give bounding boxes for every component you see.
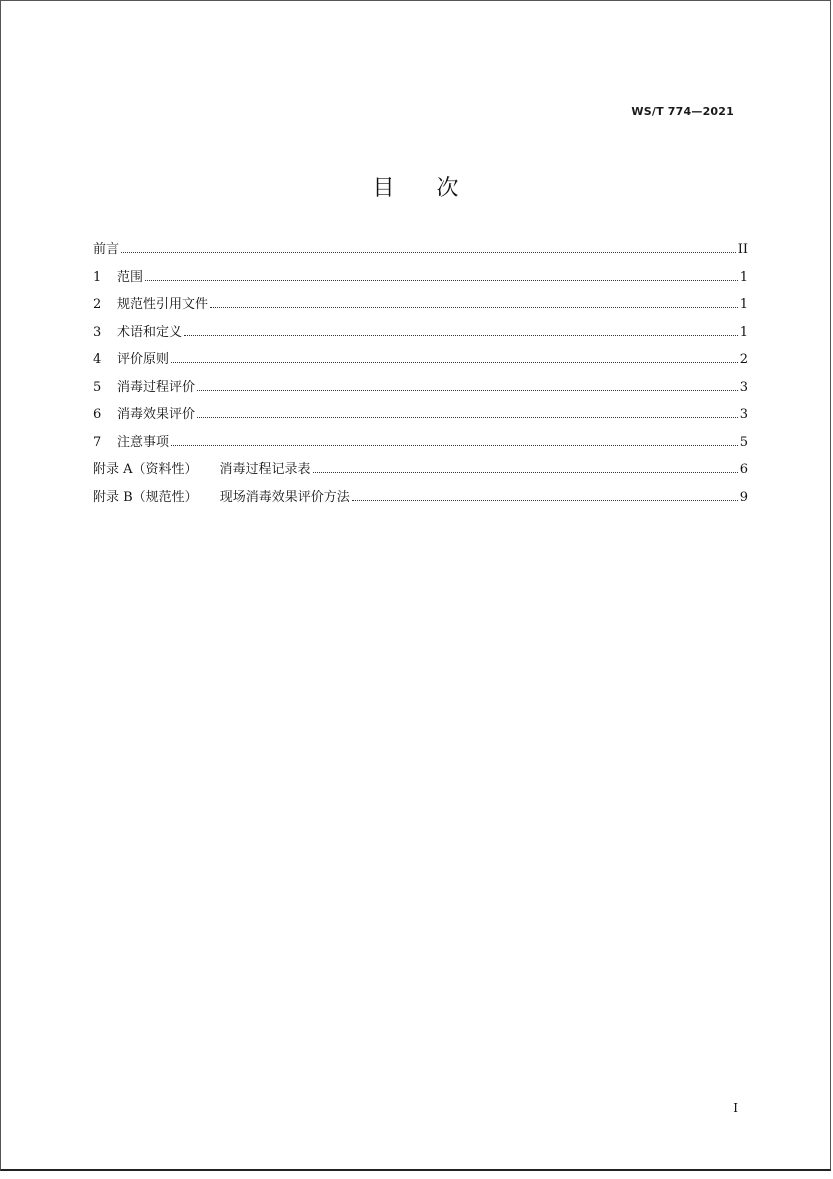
table-of-contents <box>93 238 748 513</box>
toc-entry-label: 消毒效果评价 <box>117 407 196 422</box>
toc-entry-precautions[interactable] <box>93 431 748 459</box>
toc-entry-normative-references[interactable] <box>93 293 748 321</box>
toc-entry-sublabel: 消毒过程记录表 <box>219 462 311 477</box>
toc-entry-number: 2 <box>93 297 102 312</box>
toc-entry-label: 评价原则 <box>117 352 170 367</box>
toc-leader-dots <box>197 389 738 391</box>
toc-entry-page: 6 <box>739 462 748 477</box>
toc-entry-label: 消毒过程评价 <box>117 379 196 395</box>
toc-entry-label: 附录 B（规范性） <box>93 489 198 505</box>
toc-entry-effect-evaluation[interactable] <box>93 403 748 431</box>
toc-entry-page: 3 <box>739 407 748 422</box>
toc-entry-foreword[interactable] <box>93 238 748 266</box>
toc-entry-page: 3 <box>739 379 748 395</box>
toc-entry-page: 1 <box>739 324 748 340</box>
toc-leader-dots <box>197 416 738 418</box>
toc-leader-dots <box>171 361 738 363</box>
toc-entry-label: 前言 <box>93 242 120 257</box>
toc-entry-number: 1 <box>93 269 102 285</box>
toc-entry-sublabel: 现场消毒效果评价方法 <box>219 489 350 505</box>
toc-entry-page: 9 <box>739 489 748 505</box>
toc-entry-label: 注意事项 <box>117 434 170 450</box>
toc-entry-label: 范围 <box>117 269 144 285</box>
toc-leader-dots <box>352 499 738 501</box>
toc-entry-number: 4 <box>93 352 102 367</box>
toc-entry-scope[interactable] <box>93 266 748 294</box>
toc-entry-page: 1 <box>739 297 748 312</box>
toc-leader-dots <box>313 471 738 473</box>
toc-leader-dots <box>210 306 738 308</box>
toc-entry-page: 5 <box>739 434 748 450</box>
document-code: WS/T 774—2021 <box>631 105 734 118</box>
toc-entry-page: II <box>737 242 748 257</box>
toc-leader-dots <box>184 334 738 336</box>
toc-entry-page: 1 <box>739 269 748 285</box>
toc-entry-page: 2 <box>739 352 748 367</box>
toc-entry-appendix-a[interactable] <box>93 458 748 486</box>
toc-entry-number: 3 <box>93 324 102 340</box>
toc-entry-label: 规范性引用文件 <box>117 297 209 312</box>
toc-entry-number: 7 <box>93 434 102 450</box>
toc-entry-label: 附录 A（资料性） <box>93 462 198 477</box>
toc-entry-evaluation-principles[interactable] <box>93 348 748 376</box>
toc-leader-dots <box>121 251 736 253</box>
toc-entry-terms-definitions[interactable] <box>93 321 748 349</box>
page-title: 目次 <box>372 176 501 201</box>
toc-entry-process-evaluation[interactable] <box>93 376 748 404</box>
toc-entry-number: 6 <box>93 407 102 422</box>
toc-entry-appendix-b[interactable] <box>93 486 748 514</box>
toc-entry-label: 术语和定义 <box>117 324 183 340</box>
toc-leader-dots <box>171 444 738 446</box>
toc-entry-number: 5 <box>93 379 102 395</box>
toc-leader-dots <box>145 279 738 281</box>
page-number: I <box>733 1101 738 1115</box>
